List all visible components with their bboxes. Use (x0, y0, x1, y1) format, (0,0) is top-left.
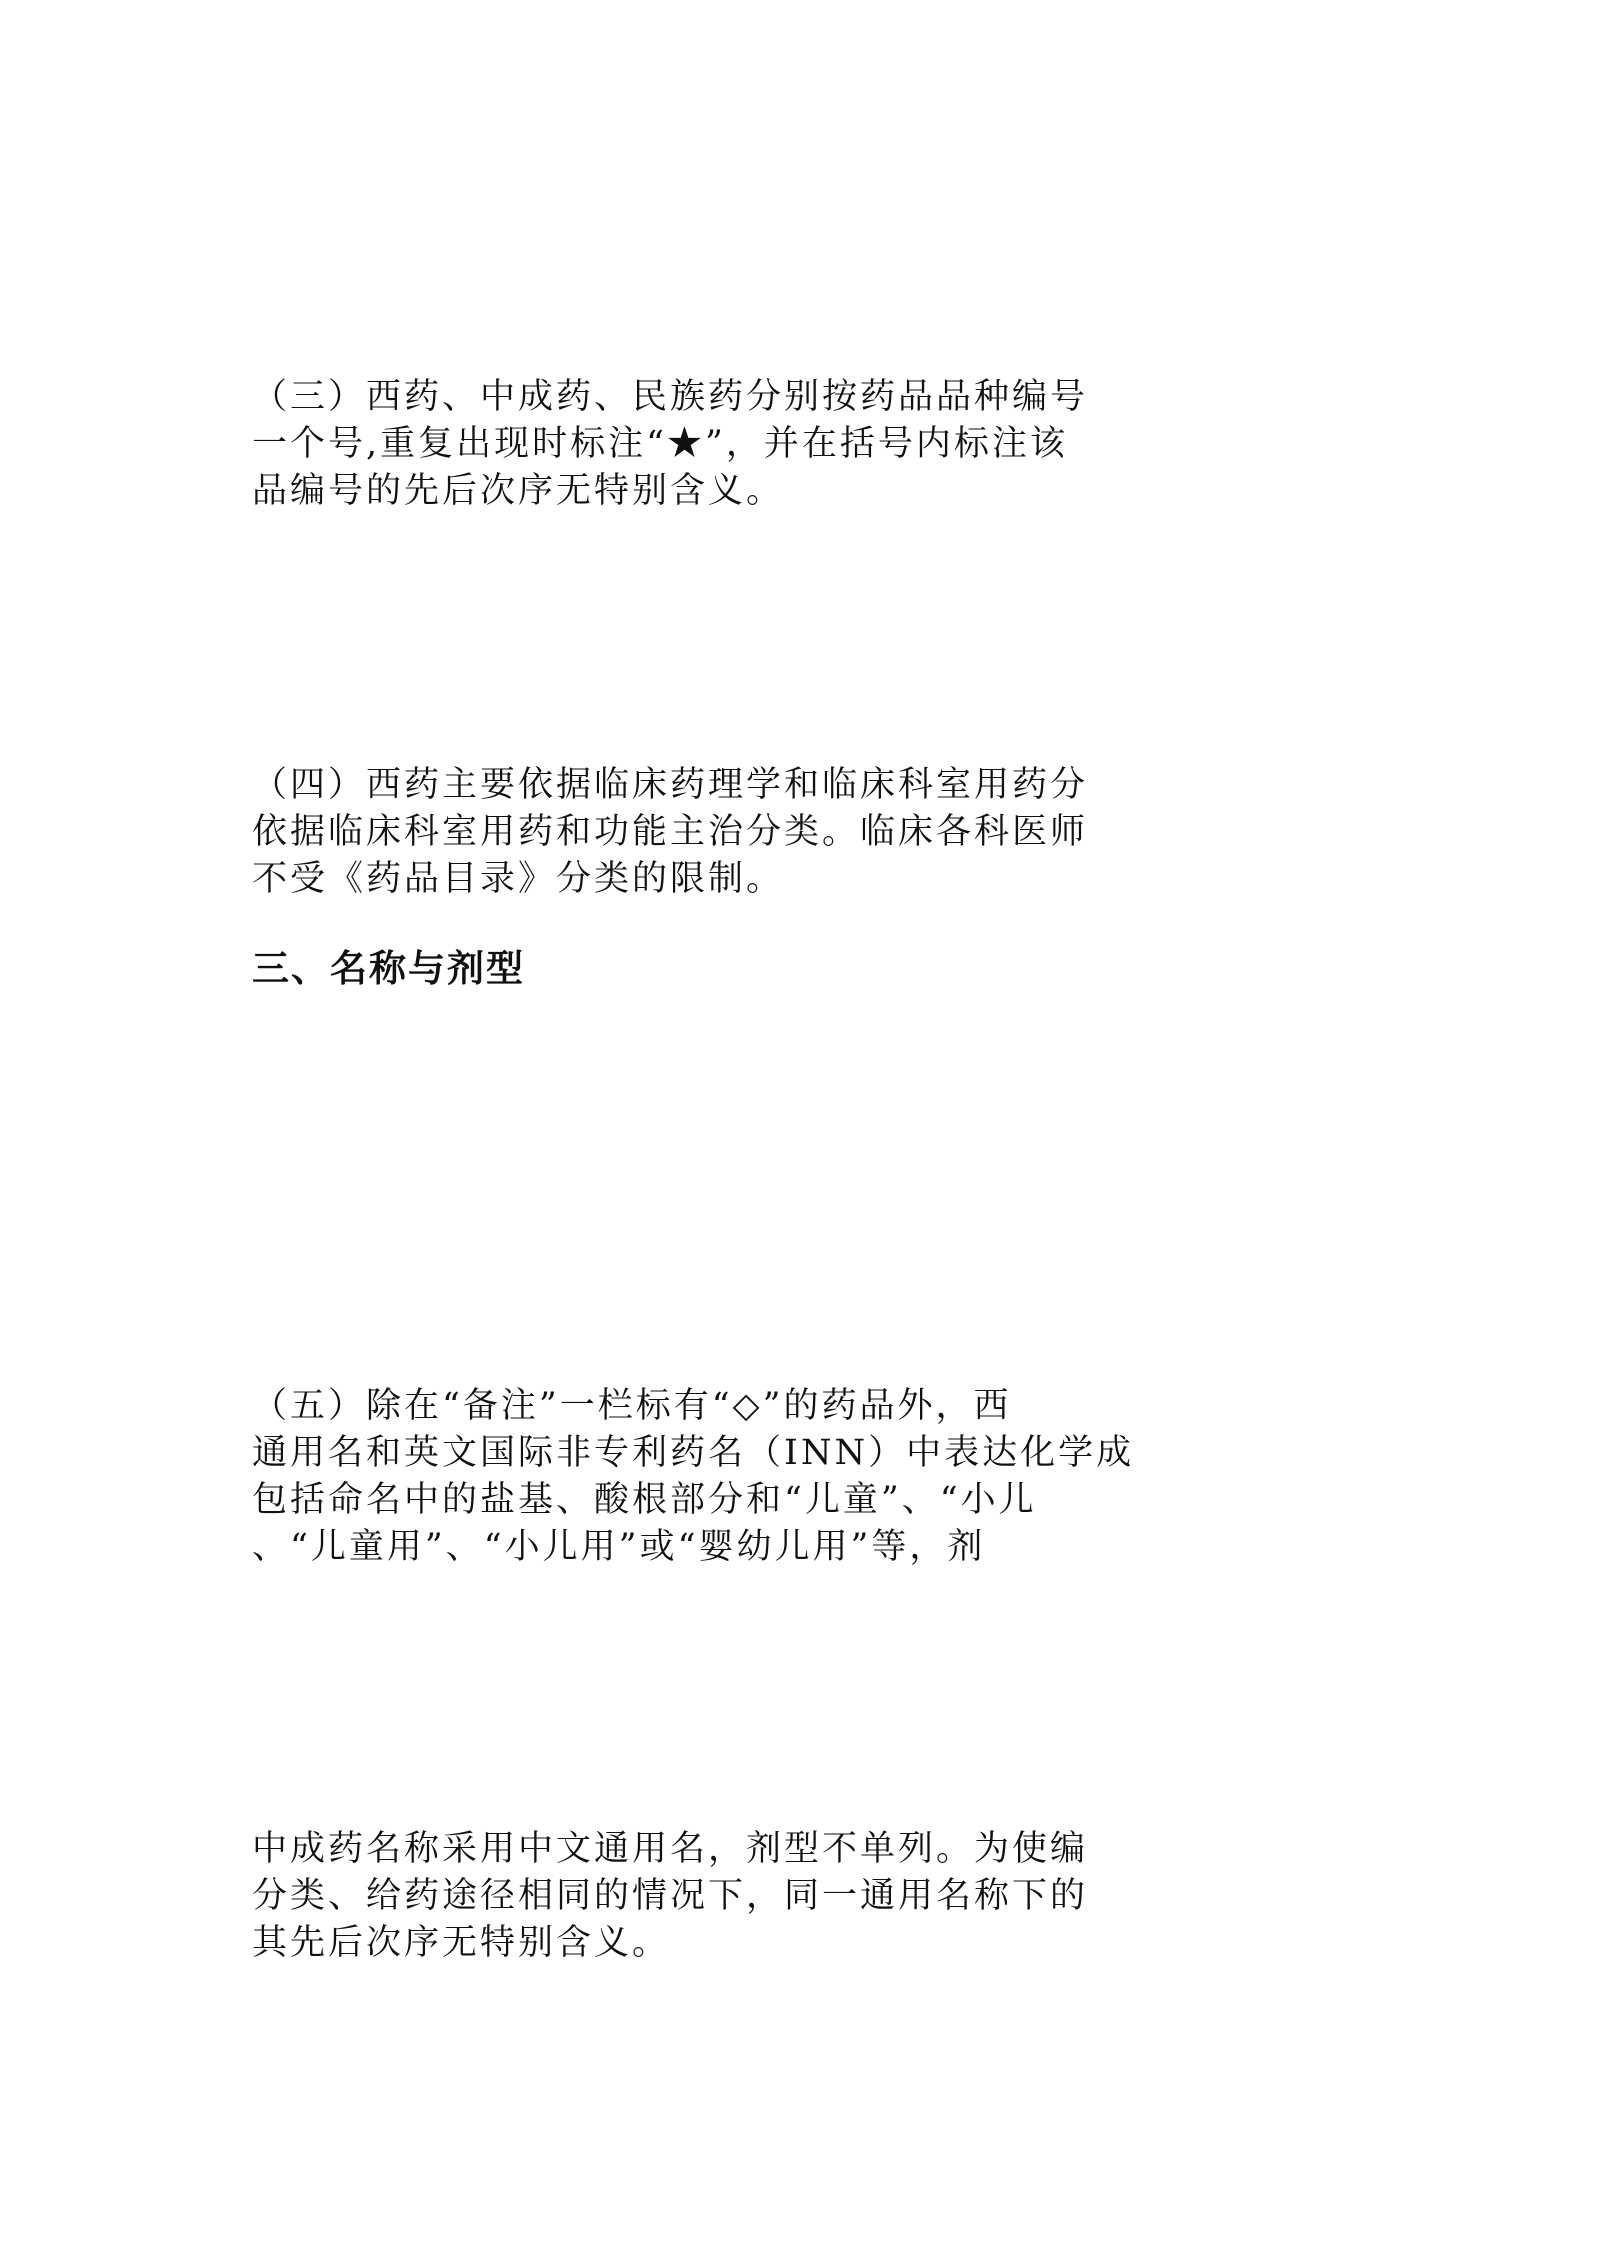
paragraph-line: 不受《药品目录》分类的限制。 (252, 859, 785, 899)
paragraph-line: 其先后次序无特别含义。 (252, 1923, 671, 1963)
paragraph-line: （四）西药主要依据临床药理学和临床科室用药分 (252, 765, 1089, 805)
paragraph-4-classification (252, 762, 1210, 903)
paragraph-3-drug-numbering (252, 374, 1210, 515)
paragraph-line: 分类、给药途径相同的情况下，同一通用名称下的 (252, 1876, 1089, 1916)
paragraph-line: 包括命名中的盐基、酸根部分和“儿童”、“小儿 (252, 1480, 1037, 1520)
paragraph-line: 通用名和英文国际非专利药名（INN）中表达化学成 (252, 1433, 1135, 1473)
paragraph-line: 一个号,重复出现时标注“★”，并在括号内标注该 (252, 424, 1068, 464)
paragraph-line: （三）西药、中成药、民族药分别按药品品种编号 (252, 377, 1089, 417)
paragraph-line: 依据临床科室用药和功能主治分类。临床各科医师 (252, 812, 1089, 852)
paragraph-line: 中成药名称采用中文通用名，剂型不单列。为使编 (252, 1829, 1089, 1869)
paragraph-5-naming (252, 1383, 1210, 1571)
paragraph-line: 、“儿童用”、“小儿用”或“婴幼儿用”等，剂 (252, 1527, 986, 1567)
section-heading-names-and-dosage-forms: 三、名称与剂型 (252, 947, 525, 990)
paragraph-line: 品编号的先后次序无特别含义。 (252, 471, 785, 511)
paragraph-line: （五）除在“备注”一栏标有“◇”的药品外，西 (252, 1386, 1012, 1426)
paragraph-tcm-naming (252, 1826, 1210, 1967)
